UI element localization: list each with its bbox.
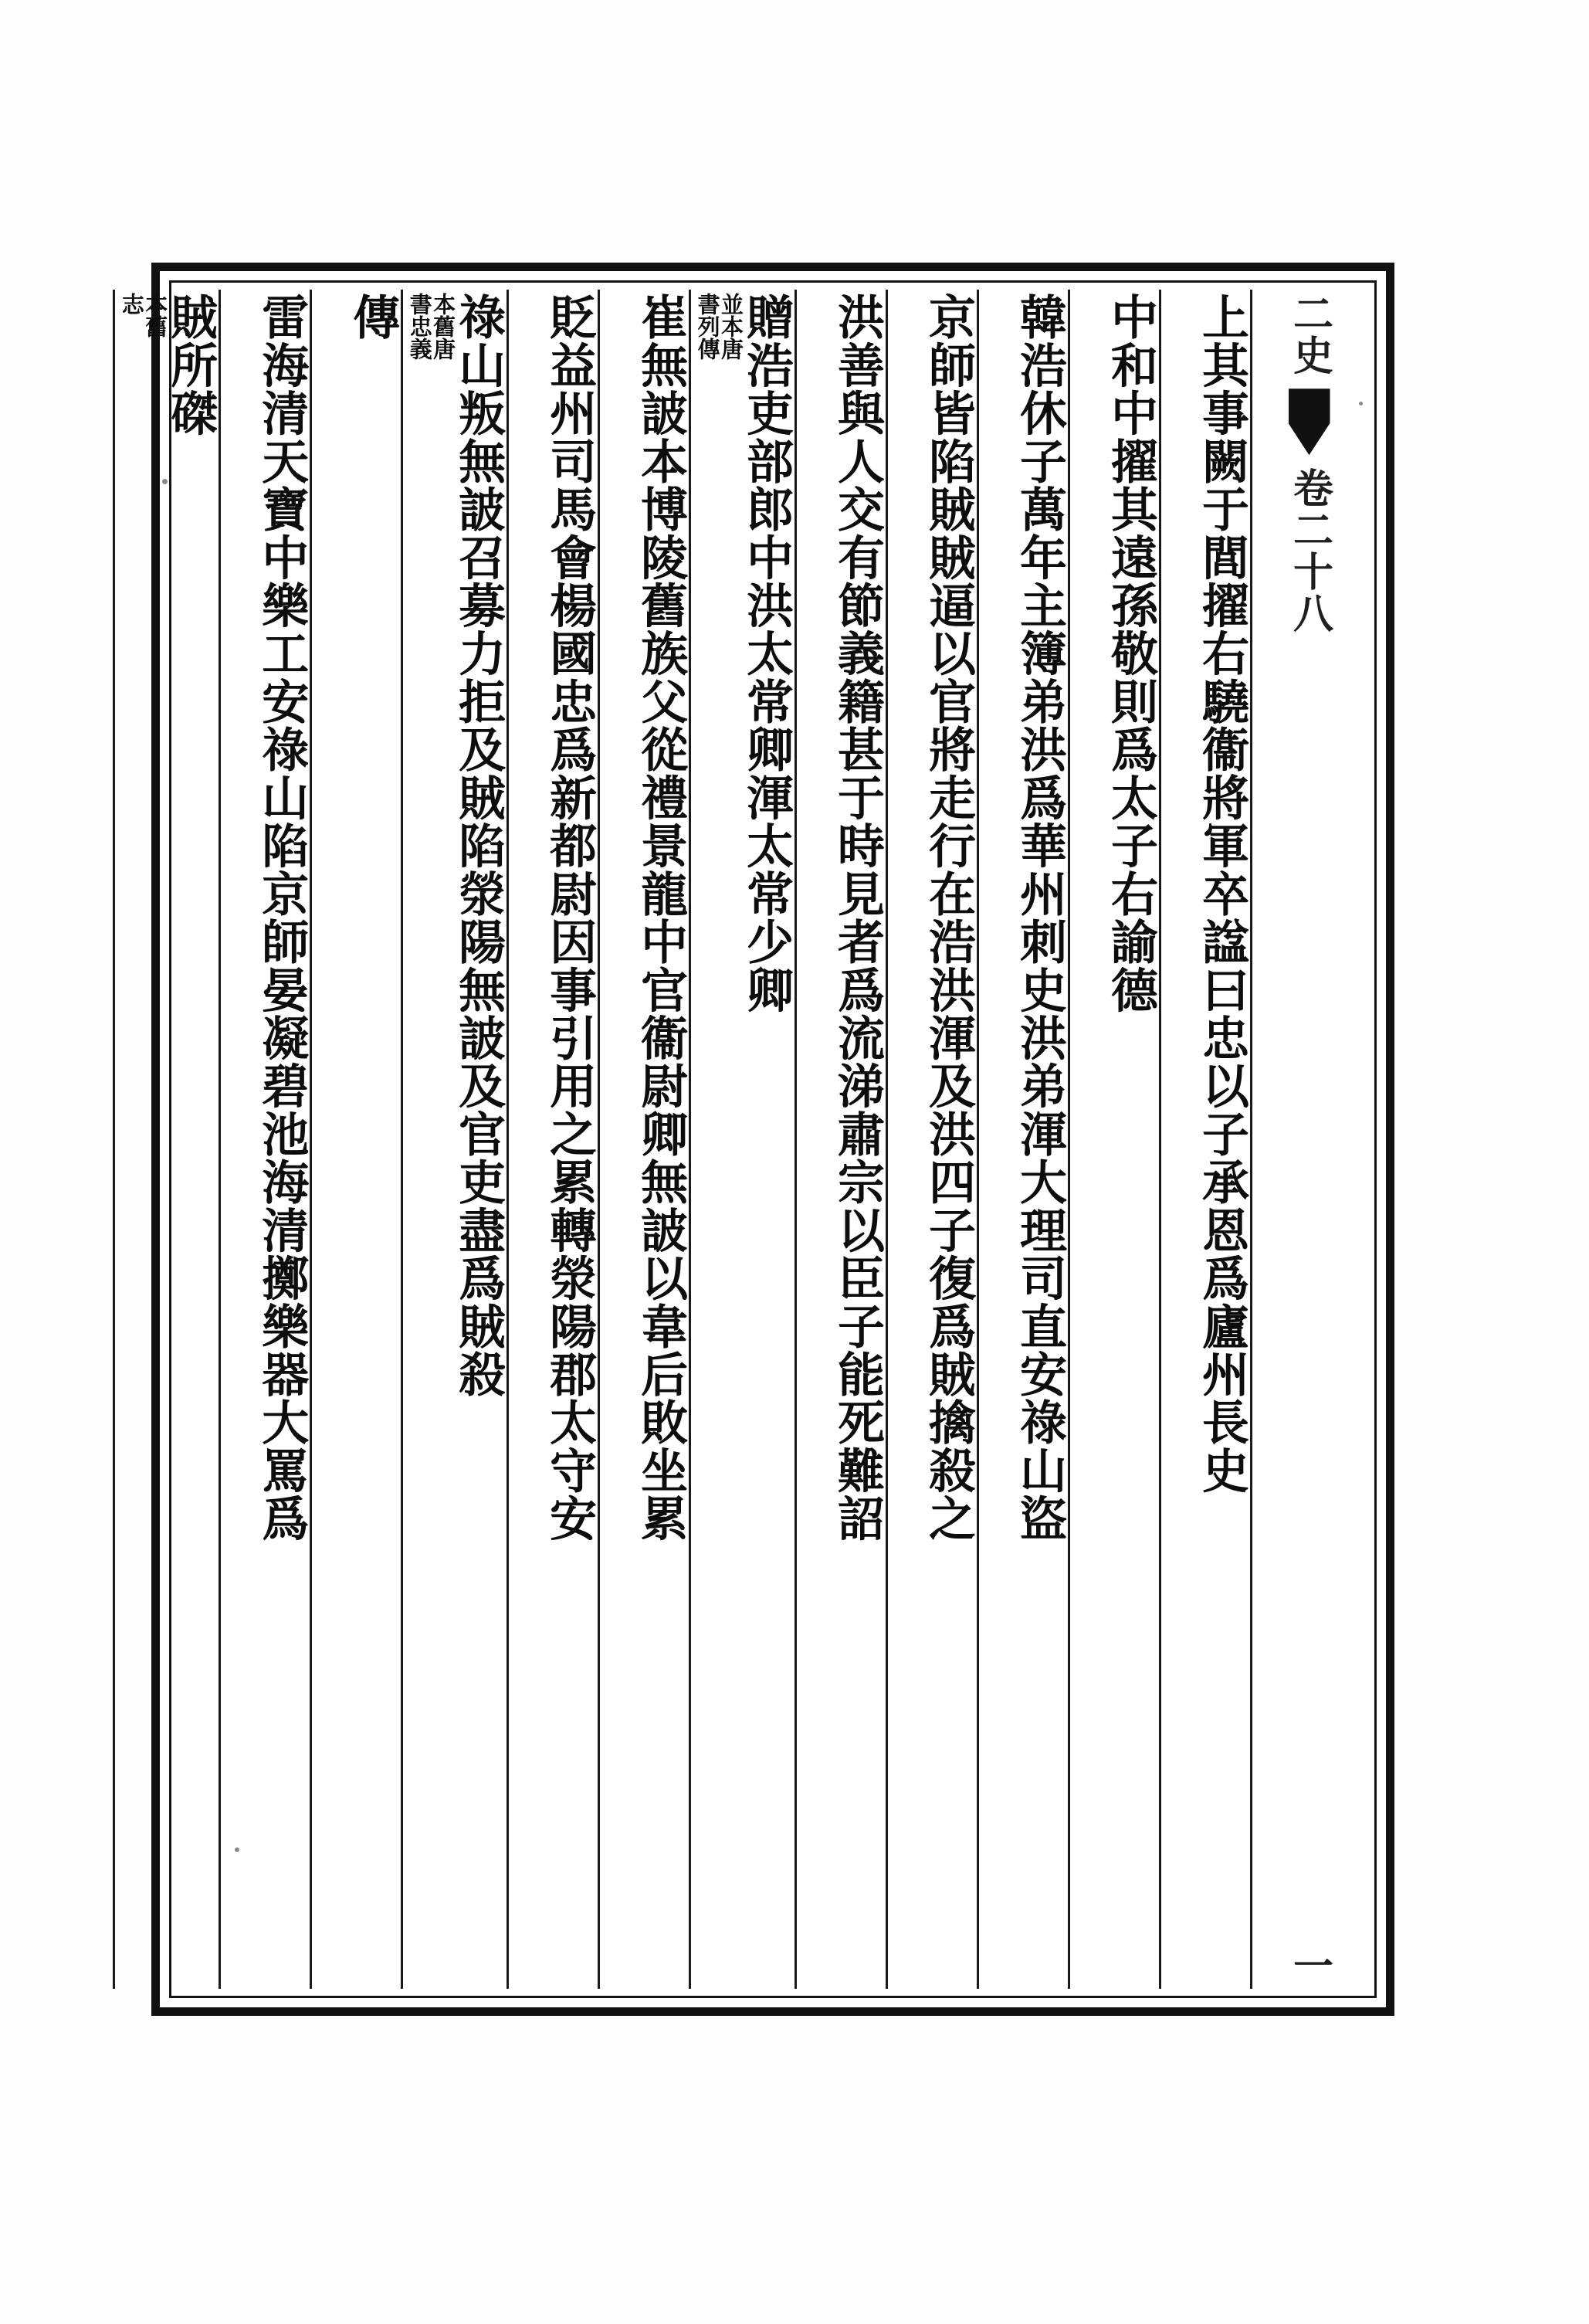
text-column-5: [794, 290, 886, 1989]
text-column-11: [219, 290, 310, 1989]
text-column-blank: [59, 290, 113, 1989]
column-text: 上其事闕于閭擢右驍衞將軍卒諡曰忠以子承恩爲廬州長史: [1194, 293, 1249, 1494]
woodblock-frame: [118, 263, 1394, 2016]
note-line-2: 書列傳: [694, 293, 721, 360]
text-column-2: [1068, 290, 1159, 1989]
text-column-12: [113, 290, 219, 1989]
text-column-9: [401, 290, 507, 1989]
header-mark-4: 二: [1286, 509, 1333, 551]
interlinear-note: [696, 293, 743, 360]
text-column-3: [977, 290, 1068, 1989]
paper-speckle: [1359, 402, 1363, 405]
header-mark-6: 八: [1286, 592, 1333, 635]
header-mark-3: 卷: [1286, 467, 1333, 510]
text-column-1: [1159, 290, 1250, 1989]
text-column-4: [886, 290, 977, 1989]
running-header-column: [1250, 290, 1366, 1989]
column-text: 贈浩吏部郎中洪太常卿渾太常少卿: [739, 293, 794, 1014]
column-text: 京師皆陷賊賊逼以官將走行在浩洪渾及洪四子復爲賊擒殺之: [921, 293, 976, 1542]
column-text: 貶益州司馬會楊國忠爲新都尉因事引用之累轉滎陽郡太守安: [542, 293, 598, 1542]
interlinear-note: [408, 293, 455, 360]
header-mark-5: 十: [1286, 551, 1333, 593]
text-column-7: [598, 290, 689, 1989]
note-line-1: 並本唐: [718, 293, 744, 360]
interlinear-note: [120, 293, 167, 338]
note-line-1: 本舊: [142, 293, 169, 338]
header-mark-2: 史: [1286, 334, 1333, 377]
column-text: 傳: [345, 293, 401, 341]
text-column-8: [507, 290, 598, 1989]
page-number: 一: [1286, 1944, 1333, 1986]
text-column-6: [689, 290, 794, 1989]
note-line-2: 書忠義: [406, 293, 433, 360]
text-column-10: [310, 290, 401, 1989]
column-text: 祿山叛無詖召募力拒及賊陷滎陽無詖及官吏盡爲賊殺: [451, 293, 507, 1399]
column-text: 崔無詖本博陵舊族父從禮景龍中官衞尉卿無詖以韋后敗坐累: [633, 293, 689, 1542]
note-line-1: 本舊唐: [430, 293, 457, 360]
paper-speckle: [162, 479, 168, 484]
column-text: 中和中擢其遠孫敬則爲太子右諭德: [1103, 293, 1158, 1014]
column-text: 洪善與人交有節義籍甚于時見者爲流涕肅宗以臣子能死難詔: [830, 293, 885, 1542]
note-line-2: 志: [118, 293, 145, 315]
column-text: 雷海清天寶中樂工安祿山陷京師晏凝碧池海清擲樂器大罵爲: [254, 293, 310, 1542]
fishtail-ornament: [1289, 388, 1330, 455]
column-text: 賊所磔: [163, 293, 219, 437]
paper-speckle: [235, 1847, 239, 1852]
text-column-container: [118, 290, 1366, 1989]
column-text: 韓浩休子萬年主簿弟洪爲華州刺史洪弟渾大理司直安祿山盜: [1012, 293, 1067, 1542]
header-mark-1: 二: [1286, 293, 1333, 335]
